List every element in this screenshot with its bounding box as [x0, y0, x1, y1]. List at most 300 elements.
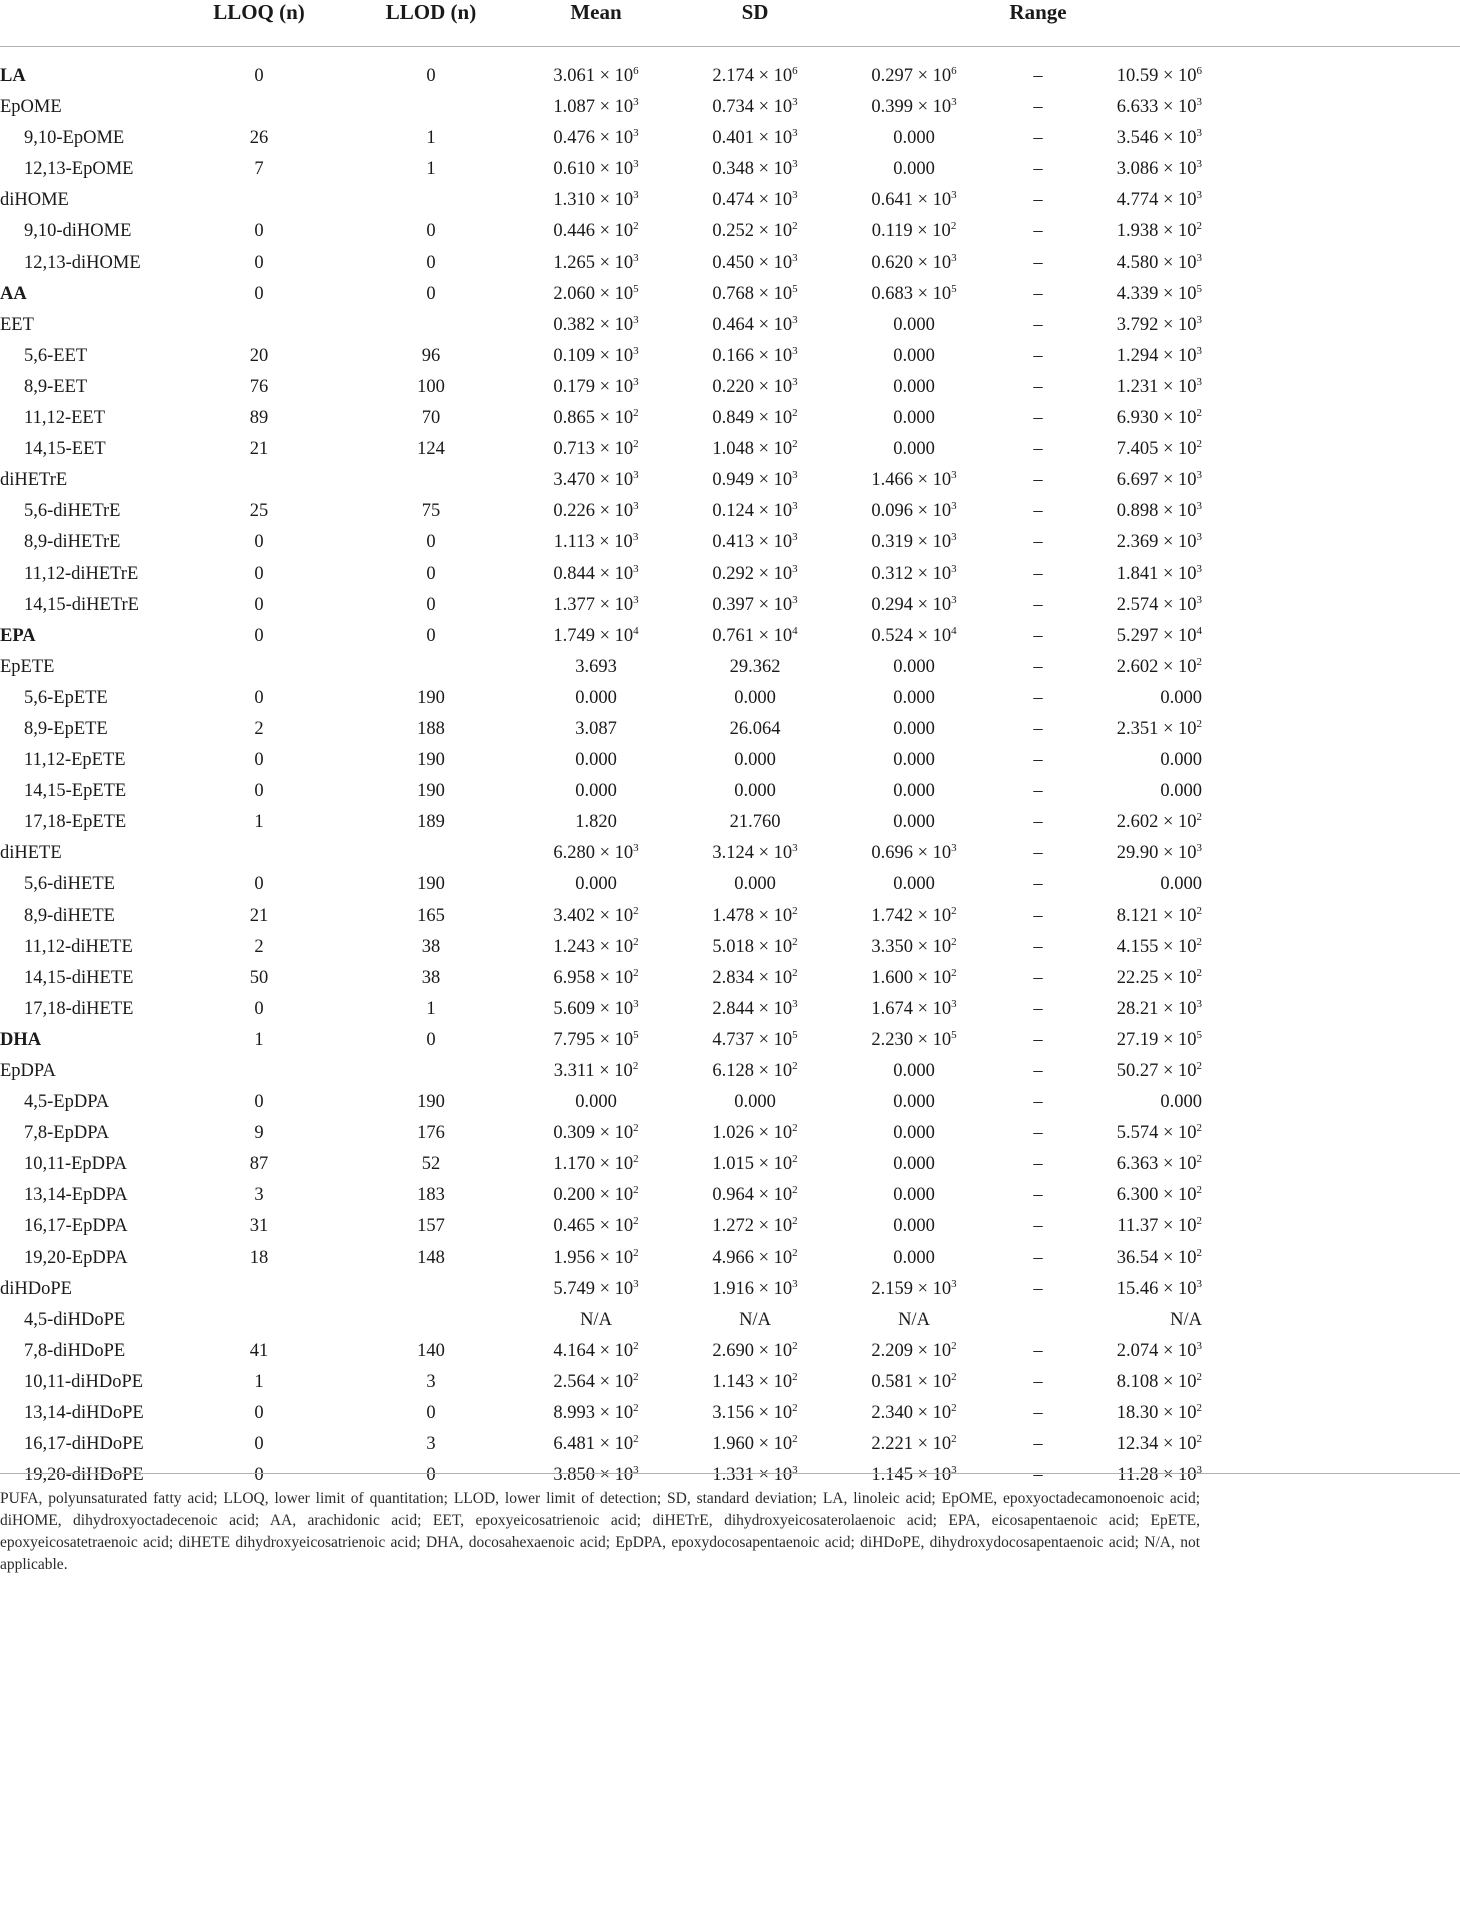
exponent: 6 — [1196, 65, 1202, 77]
exponent: 3 — [633, 1464, 639, 1477]
cell-sd: 26.064 — [729, 718, 781, 739]
cell-range-dash: – — [1033, 1185, 1043, 1206]
cell-analyte: EpETE — [0, 656, 55, 677]
exponent: 3 — [633, 1277, 639, 1290]
cell-range-min: $0.581 \times 10^2$ — [871, 1370, 957, 1392]
exponent: 3 — [792, 251, 798, 264]
exponent: 2 — [792, 966, 798, 979]
cell-llod: 0 — [426, 625, 436, 646]
exponent: 2 — [1196, 935, 1202, 948]
cell-range-dash: – — [1033, 1092, 1043, 1113]
cell-sd: $1.048 \times 10^2$ — [712, 438, 798, 460]
exponent: 2 — [950, 220, 957, 233]
exponent: 2 — [1196, 1215, 1202, 1228]
exponent: 3 — [1196, 1277, 1202, 1290]
cell-range-dash: – — [1033, 967, 1043, 988]
exponent: 2 — [792, 220, 798, 233]
cell-llod: 0 — [426, 532, 436, 553]
cell-llod: 0 — [426, 66, 436, 86]
exponent: 2 — [792, 1184, 798, 1197]
cell-analyte: 12,13-EpOME — [24, 159, 134, 180]
cell-range-min: $2.159 \times 10^3$ — [871, 1277, 957, 1299]
cell-analyte: 5,6-diHETE — [24, 874, 115, 895]
cell-sd: $0.964 \times 10^2$ — [712, 1184, 798, 1206]
exponent: 2 — [792, 1215, 798, 1228]
table-row — [0, 155, 1460, 186]
table-row — [0, 746, 1460, 777]
cell-range-min: $2.230 \times 10^5$ — [871, 1028, 957, 1050]
cell-mean: $1.377 \times 10^3$ — [553, 593, 639, 615]
table-row — [0, 1088, 1460, 1119]
cell-range-min: 0.000 — [893, 718, 935, 739]
exponent: 3 — [1196, 96, 1202, 109]
exponent: 2 — [792, 1433, 798, 1446]
exponent: 3 — [951, 842, 957, 855]
exponent: 2 — [1196, 1122, 1202, 1135]
cell-mean: 0.000 — [575, 1092, 617, 1113]
exponent: 3 — [951, 593, 957, 606]
cell-range-dash: – — [1033, 1061, 1043, 1081]
cell-mean: $0.446 \times 10^2$ — [553, 220, 639, 242]
cell-range-dash: – — [1033, 1216, 1043, 1237]
exponent: 2 — [792, 1153, 798, 1166]
cell-range-max: $2.074 \times 10^3$ — [1116, 1339, 1202, 1361]
table-row — [0, 777, 1460, 808]
table-row — [0, 1212, 1460, 1243]
exponent: 3 — [1196, 469, 1202, 482]
cell-range-min: $1.674 \times 10^3$ — [871, 997, 957, 1019]
cell-mean: $6.481 \times 10^2$ — [553, 1433, 639, 1455]
cell-llod: 157 — [417, 1216, 445, 1237]
cell-range-min: $0.119 \times 10^2$ — [871, 220, 957, 242]
cell-analyte: 14,15-diHETE — [24, 967, 134, 988]
cell-analyte: 11,12-diHETE — [24, 936, 133, 957]
table-row — [0, 839, 1460, 870]
cell-range-max: $0.898 \times 10^3$ — [1116, 500, 1202, 522]
table-row — [0, 808, 1460, 839]
table-row — [0, 497, 1460, 528]
cell-lloq: 26 — [249, 128, 269, 149]
cell-llod: 3 — [426, 1434, 436, 1455]
cell-llod: 176 — [417, 1123, 445, 1144]
cell-analyte: 10,11-EpDPA — [24, 1154, 127, 1175]
cell-range-max: $8.121 \times 10^2$ — [1116, 904, 1202, 926]
cell-analyte: LA — [0, 66, 26, 86]
cell-mean: 1.820 — [575, 812, 617, 833]
cell-mean: $5.749 \times 10^3$ — [553, 1277, 639, 1299]
cell-llod: 190 — [417, 750, 445, 771]
table-row — [0, 1150, 1460, 1181]
exponent: 3 — [633, 96, 639, 109]
cell-range-min: $0.620 \times 10^3$ — [871, 251, 957, 273]
cell-analyte: 11,12-EpETE — [24, 750, 126, 771]
cell-llod: 189 — [417, 812, 445, 833]
exponent: 2 — [1196, 717, 1202, 730]
cell-range-max: $22.25 \times 10^2$ — [1116, 966, 1202, 988]
cell-range-max: $6.363 \times 10^2$ — [1116, 1153, 1202, 1175]
cell-range-max: $27.19 \times 10^5$ — [1116, 1028, 1202, 1050]
cell-range-dash: – — [1033, 128, 1043, 149]
cell-mean: $0.179 \times 10^3$ — [553, 375, 639, 397]
table-row — [0, 1368, 1460, 1399]
table-row — [0, 435, 1460, 466]
cell-analyte: EPA — [0, 625, 36, 646]
cell-range-min: $0.096 \times 10^3$ — [871, 500, 957, 522]
cell-lloq: 21 — [249, 905, 269, 926]
exponent: 3 — [792, 96, 798, 109]
cell-sd: $3.156 \times 10^2$ — [712, 1402, 798, 1424]
cell-range-min: 0.000 — [893, 1092, 935, 1113]
cell-range-max: N/A — [1170, 1309, 1202, 1330]
cell-llod: 100 — [417, 376, 445, 397]
cell-sd: $3.124 \times 10^3$ — [712, 842, 798, 864]
table-row — [0, 622, 1460, 653]
table-row — [0, 1306, 1460, 1337]
cell-mean: $6.280 \times 10^3$ — [553, 842, 639, 864]
cell-range-min: 0.000 — [893, 159, 935, 180]
cell-range-dash: – — [1033, 563, 1043, 584]
exponent: 2 — [633, 1433, 639, 1446]
cell-mean: $1.170 \times 10^2$ — [553, 1153, 639, 1175]
exponent: 3 — [633, 375, 639, 388]
cell-range-dash: – — [1033, 1340, 1043, 1361]
exponent: 5 — [951, 282, 957, 295]
cell-lloq: 0 — [254, 781, 264, 802]
cell-range-max: $50.27 \times 10^2$ — [1116, 1060, 1202, 1081]
cell-sd: $4.966 \times 10^2$ — [712, 1246, 798, 1268]
cell-range-dash: – — [1033, 470, 1043, 491]
cell-range-max: $2.602 \times 10^2$ — [1116, 655, 1202, 677]
exponent: 5 — [1196, 1028, 1202, 1041]
cell-lloq: 18 — [249, 1247, 269, 1268]
cell-range-dash: – — [1033, 843, 1043, 864]
exponent: 2 — [951, 904, 957, 917]
exponent: 2 — [1196, 1402, 1202, 1415]
exponent: 5 — [1196, 282, 1202, 295]
exponent: 3 — [1196, 189, 1202, 202]
header-lloq: LLOQ (n) — [213, 0, 305, 24]
cell-range-min: $2.221 \times 10^2$ — [871, 1433, 957, 1455]
exponent: 3 — [1196, 531, 1202, 544]
header-range: Range — [1009, 0, 1067, 24]
exponent: 3 — [792, 1277, 798, 1290]
cell-range-dash: – — [1033, 1154, 1043, 1175]
table-footnote: PUFA, polyunsaturated fatty acid; LLOQ, lower limit of quantitation; LLOD, lower limit of detection; SD, standard deviation; LA, linoleic acid; EpOME, epoxyoctadecamonoenoic acid; diHOME, dihydroxyoctadecenoic acid; AA, arachidonic acid; EET, epoxyeicosatrienoic acid; diHETrE, dihydroxyeicosaterolaenoic acid; EPA, eicosapentaenoic acid; EpETE, epoxyeicosatetraenoic acid; diHETE dihydroxyeicosatrienoic acid; DHA, docosahexaenoic acid; EpDPA, epoxydocosapentaenoic acid; diHDoPE, dihydroxydocosapentaenoic acid; N/A, not applicable. — [0, 1490, 1200, 1573]
cell-range-min: $1.742 \times 10^2$ — [871, 904, 957, 926]
table-header — [0, 0, 1460, 47]
cell-range-max: $10.59 \times 10^6$ — [1116, 65, 1202, 86]
cell-range-max: $1.231 \times 10^3$ — [1116, 375, 1202, 397]
cell-sd: $0.124 \times 10^3$ — [712, 500, 798, 522]
cell-range-max: $8.108 \times 10^2$ — [1116, 1370, 1202, 1392]
exponent: 2 — [633, 904, 639, 917]
exponent: 4 — [1196, 624, 1202, 637]
exponent: 2 — [1196, 220, 1202, 233]
cell-range-dash: – — [1033, 159, 1043, 180]
exponent: 3 — [951, 531, 957, 544]
cell-range-max: $1.294 \times 10^3$ — [1116, 344, 1202, 366]
cell-range-dash: – — [1033, 283, 1043, 304]
table-row — [0, 684, 1460, 715]
cell-range-min: 0.000 — [893, 128, 935, 149]
cell-range-min: 0.000 — [893, 1123, 935, 1144]
exponent: 6 — [792, 65, 798, 77]
cell-lloq: 2 — [254, 718, 264, 739]
cell-analyte: 7,8-EpDPA — [24, 1123, 110, 1144]
exponent: 2 — [1196, 655, 1202, 668]
cell-range-min: 0.000 — [893, 439, 935, 460]
cell-lloq: 31 — [249, 1216, 269, 1237]
cell-range-max: $7.405 \times 10^2$ — [1116, 438, 1202, 460]
exponent: 2 — [792, 1122, 798, 1135]
cell-range-min: 0.000 — [893, 781, 935, 802]
cell-lloq: 1 — [254, 1029, 264, 1050]
exponent: 3 — [792, 344, 798, 357]
exponent: 2 — [951, 935, 957, 948]
cell-sd: $1.331 \times 10^3$ — [712, 1464, 798, 1486]
cell-llod: 3 — [426, 1371, 436, 1392]
exponent: 2 — [633, 438, 639, 451]
cell-analyte: EET — [0, 314, 34, 335]
exponent: 3 — [951, 469, 957, 482]
cell-range-dash: – — [1033, 998, 1043, 1019]
cell-mean: $5.609 \times 10^3$ — [553, 997, 639, 1019]
cell-range-dash: – — [1033, 1371, 1043, 1392]
exponent: 2 — [633, 1370, 639, 1383]
cell-mean: $7.795 \times 10^5$ — [553, 1028, 639, 1050]
cell-llod: 38 — [421, 936, 441, 957]
cell-range-max: $1.938 \times 10^2$ — [1116, 220, 1202, 242]
exponent: 3 — [792, 375, 798, 388]
cell-sd: $0.220 \times 10^3$ — [712, 375, 798, 397]
cell-mean: $0.844 \times 10^3$ — [553, 562, 639, 584]
cell-range-min: N/A — [898, 1309, 930, 1330]
exponent: 3 — [792, 158, 798, 171]
cell-analyte: 9,10-EpOME — [24, 128, 125, 149]
cell-analyte: 14,15-EpETE — [24, 781, 127, 802]
exponent: 2 — [1196, 904, 1202, 917]
cell-llod: 75 — [421, 501, 441, 522]
table-row — [0, 902, 1460, 933]
cell-sd: $0.166 \times 10^3$ — [712, 344, 798, 366]
exponent: 3 — [633, 469, 639, 482]
exponent: 3 — [1196, 500, 1202, 513]
table-row — [0, 280, 1460, 311]
cell-range-max: $1.841 \times 10^3$ — [1116, 562, 1202, 584]
cell-range-dash: – — [1033, 345, 1043, 366]
cell-range-max: $2.351 \times 10^2$ — [1116, 717, 1202, 739]
cell-llod: 96 — [421, 345, 441, 366]
cell-llod: 190 — [417, 687, 445, 708]
cell-range-min: $0.524 \times 10^4$ — [871, 624, 957, 646]
cell-range-dash: – — [1033, 1247, 1043, 1268]
exponent: 2 — [951, 966, 957, 979]
cell-analyte: 5,6-diHETrE — [24, 501, 121, 522]
cell-mean: 3.087 — [575, 718, 617, 739]
cell-mean: $0.109 \times 10^3$ — [553, 344, 639, 366]
cell-llod: 0 — [426, 252, 436, 273]
cell-sd: $0.348 \times 10^3$ — [712, 158, 798, 180]
cell-analyte: 13,14-diHDoPE — [24, 1403, 144, 1424]
exponent: 3 — [792, 1464, 798, 1477]
cell-range-min: $1.145 \times 10^3$ — [871, 1464, 957, 1486]
exponent: 2 — [792, 1060, 798, 1072]
cell-analyte: 7,8-diHDoPE — [24, 1340, 126, 1361]
cell-lloq: 50 — [249, 967, 269, 988]
exponent: 2 — [792, 1402, 798, 1415]
exponent: 3 — [951, 251, 957, 264]
cell-range-dash: – — [1033, 1403, 1043, 1424]
cell-llod: 190 — [417, 874, 445, 895]
cell-analyte: AA — [0, 283, 27, 304]
exponent: 5 — [951, 1028, 957, 1041]
cell-llod: 165 — [417, 905, 445, 926]
cell-range-min: 0.000 — [893, 812, 935, 833]
cell-range-min: $0.399 \times 10^3$ — [871, 96, 957, 118]
exponent: 2 — [633, 1215, 639, 1228]
exponent: 3 — [633, 313, 639, 326]
cell-analyte: 14,15-diHETrE — [24, 594, 139, 615]
exponent: 3 — [951, 96, 957, 109]
cell-range-max: $5.574 \times 10^2$ — [1116, 1122, 1202, 1144]
table-row — [0, 186, 1460, 217]
cell-sd: $0.474 \times 10^3$ — [712, 189, 798, 211]
cell-llod: 38 — [421, 967, 441, 988]
cell-range-dash: – — [1033, 190, 1043, 211]
cell-range-max: $18.30 \times 10^2$ — [1116, 1402, 1202, 1424]
cell-lloq: 0 — [254, 594, 264, 615]
cell-sd: 0.000 — [734, 781, 776, 802]
cell-range-max: $2.602 \times 10^2$ — [1116, 811, 1202, 833]
cell-lloq: 0 — [254, 750, 264, 771]
cell-range-max: $4.774 \times 10^3$ — [1116, 189, 1202, 211]
cell-mean: $3.470 \times 10^3$ — [553, 469, 639, 491]
cell-analyte: DHA — [0, 1029, 42, 1050]
table-row — [0, 933, 1460, 964]
exponent: 2 — [632, 1060, 639, 1072]
cell-lloq: 0 — [254, 1092, 264, 1113]
table-row — [0, 715, 1460, 746]
cell-sd: $1.272 \times 10^2$ — [712, 1215, 798, 1237]
cell-llod: 1 — [426, 159, 436, 180]
cell-range-max: $11.28 \times 10^3$ — [1117, 1464, 1202, 1486]
cell-llod: 52 — [421, 1154, 441, 1175]
cell-range-dash: – — [1033, 781, 1043, 802]
table-row — [0, 1275, 1460, 1306]
cell-range-dash: – — [1033, 1123, 1043, 1144]
cell-lloq: 0 — [254, 1403, 264, 1424]
cell-analyte: 16,17-diHDoPE — [24, 1434, 144, 1455]
table-row — [0, 1026, 1460, 1057]
table-row — [0, 1181, 1460, 1212]
exponent: 2 — [633, 1246, 639, 1259]
cell-range-max: $3.546 \times 10^3$ — [1116, 127, 1202, 149]
table-row — [0, 1430, 1460, 1461]
exponent: 3 — [792, 500, 798, 513]
cell-analyte: 9,10-diHOME — [24, 221, 132, 242]
cell-sd: $0.761 \times 10^4$ — [712, 624, 798, 646]
cell-mean: $8.993 \times 10^2$ — [553, 1402, 639, 1424]
cell-analyte: 16,17-EpDPA — [24, 1216, 128, 1237]
cell-analyte: 8,9-diHETrE — [24, 532, 121, 553]
cell-analyte: 19,20-diHDoPE — [24, 1465, 144, 1486]
cell-mean: 0.000 — [575, 874, 617, 895]
cell-range-dash: – — [1033, 439, 1043, 460]
exponent: 3 — [1196, 251, 1202, 264]
cell-range-dash: – — [1033, 1029, 1043, 1050]
cell-analyte: 12,13-diHOME — [24, 252, 141, 273]
exponent: 3 — [1196, 562, 1202, 575]
table-row — [0, 1119, 1460, 1150]
exponent: 2 — [792, 935, 798, 948]
cell-range-dash: – — [1033, 532, 1043, 553]
exponent: 4 — [633, 624, 639, 637]
exponent: 3 — [633, 127, 639, 140]
cell-range-dash: – — [1033, 1465, 1043, 1486]
exponent: 5 — [633, 282, 639, 295]
exponent: 2 — [792, 407, 798, 420]
cell-range-max: $11.37 \times 10^2$ — [1117, 1215, 1202, 1237]
cell-range-dash: – — [1033, 1434, 1043, 1455]
cell-analyte: 4,5-diHDoPE — [24, 1309, 126, 1330]
cell-sd: $0.413 \times 10^3$ — [712, 531, 798, 553]
exponent: 2 — [1196, 407, 1202, 420]
table-row — [0, 528, 1460, 559]
cell-sd: $4.737 \times 10^5$ — [712, 1028, 798, 1050]
exponent: 5 — [792, 282, 798, 295]
cell-lloq: 0 — [254, 532, 264, 553]
cell-range-dash: – — [1033, 750, 1043, 771]
cell-llod: 0 — [426, 283, 436, 304]
exponent: 2 — [633, 407, 639, 420]
cell-analyte: 8,9-EET — [24, 376, 88, 397]
cell-range-max: 0.000 — [1160, 687, 1202, 708]
cell-lloq: 2 — [254, 936, 264, 957]
cell-range-min: 0.000 — [893, 687, 935, 708]
cell-sd: $0.949 \times 10^3$ — [712, 469, 798, 491]
cell-range-dash: – — [1033, 66, 1043, 86]
cell-lloq: 0 — [254, 625, 264, 646]
exponent: 3 — [1196, 1339, 1202, 1352]
cell-range-dash: – — [1033, 656, 1043, 677]
cell-sd: $1.015 \times 10^2$ — [712, 1153, 798, 1175]
cell-mean: $3.850 \times 10^3$ — [553, 1464, 639, 1486]
exponent: 2 — [633, 220, 639, 233]
exponent: 4 — [951, 624, 957, 637]
table-row — [0, 870, 1460, 901]
cell-range-max: 0.000 — [1160, 874, 1202, 895]
cell-analyte: 13,14-EpDPA — [24, 1185, 128, 1206]
cell-analyte: 10,11-diHDoPE — [24, 1371, 144, 1392]
cell-mean: $0.309 \times 10^2$ — [553, 1122, 639, 1144]
exponent: 2 — [951, 1402, 957, 1415]
table-row — [0, 591, 1460, 622]
exponent: 3 — [792, 842, 798, 855]
cell-lloq: 3 — [254, 1185, 264, 1206]
cell-range-max: $12.34 \times 10^2$ — [1116, 1433, 1202, 1455]
cell-mean: $6.958 \times 10^2$ — [553, 966, 639, 988]
table-row — [0, 1244, 1460, 1275]
exponent: 2 — [951, 1339, 957, 1352]
cell-mean: $0.382 \times 10^3$ — [553, 313, 639, 335]
exponent: 3 — [632, 531, 639, 544]
cell-lloq: 41 — [249, 1340, 269, 1361]
cell-range-min: $0.297 \times 10^6$ — [871, 65, 957, 86]
exponent: 3 — [951, 562, 957, 575]
cell-range-max: $4.580 \times 10^3$ — [1116, 251, 1202, 273]
cell-llod: 0 — [426, 1403, 436, 1424]
cell-range-dash: – — [1033, 221, 1043, 242]
